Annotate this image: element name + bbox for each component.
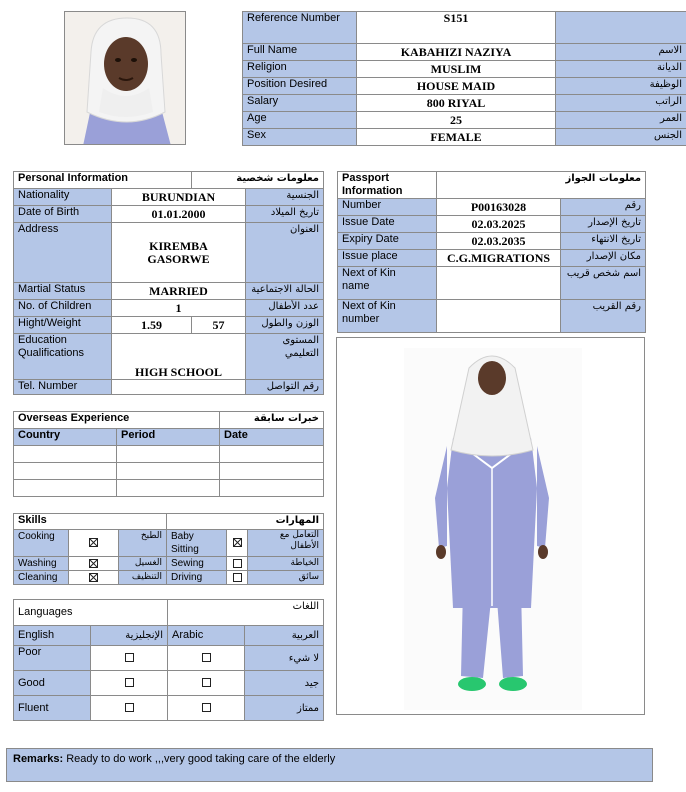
portrait-photo — [64, 11, 186, 145]
salary-label: Salary — [243, 95, 357, 112]
age-ar: العمر — [556, 112, 686, 129]
kin-number-ar: رقم القريب — [561, 300, 646, 333]
level-poor-label: Poor — [14, 646, 91, 671]
skill-cleaning-checkbox[interactable] — [69, 571, 119, 585]
passport-number-label: Number — [338, 199, 437, 216]
passport-number-value: P00163028 — [437, 199, 561, 216]
overseas-title-ar: خبرات سابقة — [220, 412, 324, 429]
sex-value: FEMALE — [357, 129, 556, 146]
height-weight-label: Hight/Weight — [14, 317, 112, 334]
remarks-text: Ready to do work ,,,very good taking care of the elderly — [63, 753, 336, 765]
overseas-row — [14, 446, 324, 463]
full-body-photo — [336, 337, 645, 715]
skill-babysitting-label: Baby Sitting — [167, 530, 227, 557]
nationality-ar: الجنسية — [246, 189, 324, 206]
arabic-good-checkbox[interactable] — [168, 671, 245, 696]
weight-value: 57 — [192, 317, 246, 334]
level-fluent-label: Fluent — [14, 696, 91, 721]
english-good-checkbox[interactable] — [91, 671, 168, 696]
skill-sewing-checkbox[interactable] — [227, 557, 248, 571]
checked-box-icon — [89, 538, 98, 547]
address-label: Address — [14, 223, 112, 283]
education-label-line-1: Education — [18, 334, 67, 346]
skills-table — [13, 513, 324, 585]
religion-label: Religion — [243, 61, 357, 78]
expiry-date-ar: تاريخ الانتهاء — [561, 233, 646, 250]
empty-box-icon — [202, 678, 211, 687]
education-ar: المستوى التعليمي — [246, 334, 324, 380]
kin-number-label-line-2: number — [342, 313, 380, 325]
children-value: 1 — [112, 300, 246, 317]
overseas-col-country: Country — [14, 429, 117, 446]
sex-label: Sex — [243, 129, 357, 146]
kin-name-label-line-2: name — [342, 280, 370, 292]
language-english-ar: الإنجليزية — [91, 626, 168, 646]
personal-info-table — [13, 171, 324, 395]
checked-box-icon — [89, 559, 98, 568]
children-label: No. of Children — [14, 300, 112, 317]
passport-number-ar: رقم — [561, 199, 646, 216]
issue-date-ar: تاريخ الإصدار — [561, 216, 646, 233]
tel-value — [112, 380, 246, 395]
dob-value: 01.01.2000 — [112, 206, 246, 223]
level-good-label: Good — [14, 671, 91, 696]
personal-info-title: Personal Information — [14, 172, 192, 189]
overseas-experience-table — [13, 411, 324, 497]
salary-value: 800 RIYAL — [357, 95, 556, 112]
personal-info-title-ar: معلومات شخصية — [192, 172, 324, 189]
reference-number-label: Reference Number — [243, 12, 357, 44]
skill-washing-ar: الغسيل — [119, 557, 167, 571]
remarks-box — [6, 748, 653, 782]
address-line-1: KIREMBA — [149, 238, 208, 253]
full-name-ar: الاسم — [556, 44, 686, 61]
expiry-date-label: Expiry Date — [338, 233, 437, 250]
header-table — [242, 11, 686, 146]
address-value — [112, 223, 246, 283]
overseas-title: Overseas Experience — [14, 412, 220, 429]
religion-value: MUSLIM — [357, 61, 556, 78]
religion-ar: الديانة — [556, 61, 686, 78]
position-ar: الوظيفة — [556, 78, 686, 95]
skill-sewing-label: Sewing — [167, 557, 227, 571]
overseas-col-date: Date — [220, 429, 324, 446]
skill-cooking-ar: الطبخ — [119, 530, 167, 557]
skill-babysitting-checkbox[interactable] — [227, 530, 248, 557]
sex-ar: الجنس — [556, 129, 686, 146]
marital-label: Martial Status — [14, 283, 112, 300]
empty-box-icon — [233, 573, 242, 582]
empty-box-icon — [125, 703, 134, 712]
skill-cooking-checkbox[interactable] — [69, 530, 119, 557]
empty-box-icon — [125, 678, 134, 687]
full-name-value: KABAHIZI NAZIYA — [357, 44, 556, 61]
passport-info-title: Passport Information — [338, 172, 437, 199]
remarks-label: Remarks: — [13, 753, 64, 765]
dob-ar: تاريخ الميلاد — [246, 206, 324, 223]
level-good-ar: جيد — [245, 671, 324, 696]
skill-washing-label: Washing — [14, 557, 69, 571]
arabic-fluent-checkbox[interactable] — [168, 696, 245, 721]
education-label-line-2: Qualifications — [18, 347, 85, 359]
overseas-col-period: Period — [117, 429, 220, 446]
marital-value: MARRIED — [112, 283, 246, 300]
skill-driving-checkbox[interactable] — [227, 571, 248, 585]
arabic-poor-checkbox[interactable] — [168, 646, 245, 671]
kin-number-value — [437, 300, 561, 333]
education-value: HIGH SCHOOL — [112, 334, 246, 380]
issue-date-label: Issue Date — [338, 216, 437, 233]
languages-table — [13, 599, 324, 721]
checked-box-icon — [233, 538, 242, 547]
full-name-label: Full Name — [243, 44, 357, 61]
skill-cooking-label: Cooking — [14, 530, 69, 557]
languages-title-ar: اللغات — [168, 600, 324, 626]
skills-title-ar: المهارات — [167, 514, 324, 530]
address-ar: العنوان — [246, 223, 324, 283]
empty-box-icon — [125, 653, 134, 662]
empty-box-icon — [202, 703, 211, 712]
education-label — [14, 334, 112, 380]
marital-ar: الحالة الاجتماعية — [246, 283, 324, 300]
language-arabic-label: Arabic — [168, 626, 245, 646]
skill-cleaning-ar: التنظيف — [119, 571, 167, 585]
language-arabic-ar: العربية — [245, 626, 324, 646]
languages-title: Languages — [14, 600, 168, 626]
language-english-label: English — [14, 626, 91, 646]
kin-number-label — [338, 300, 437, 333]
issue-place-value: C.G.MIGRATIONS — [437, 250, 561, 267]
skill-sewing-ar: الخياطة — [248, 557, 324, 571]
tel-label: Tel. Number — [14, 380, 112, 395]
overseas-row — [14, 463, 324, 480]
reference-number-value: S151 — [357, 12, 556, 44]
skill-driving-ar: سائق — [248, 571, 324, 585]
issue-date-value: 02.03.2025 — [437, 216, 561, 233]
nationality-label: Nationality — [14, 189, 112, 206]
kin-name-ar: اسم شخص قريب — [561, 267, 646, 300]
expiry-date-value: 02.03.2035 — [437, 233, 561, 250]
kin-number-label-line-1: Next of Kin — [342, 300, 396, 312]
issue-place-ar: مكان الإصدار — [561, 250, 646, 267]
reference-number-ar — [556, 12, 686, 44]
height-weight-ar: الوزن والطول — [246, 317, 324, 334]
skill-washing-checkbox[interactable] — [69, 557, 119, 571]
kin-name-label-line-1: Next of Kin — [342, 267, 396, 279]
level-poor-ar: لا شيء — [245, 646, 324, 671]
checked-box-icon — [89, 573, 98, 582]
tel-ar: رقم التواصل — [246, 380, 324, 395]
empty-box-icon — [202, 653, 211, 662]
skill-cleaning-label: Cleaning — [14, 571, 69, 585]
english-poor-checkbox[interactable] — [91, 646, 168, 671]
portrait-figure — [65, 12, 186, 145]
nationality-value: BURUNDIAN — [112, 189, 246, 206]
children-ar: عدد الأطفال — [246, 300, 324, 317]
empty-box-icon — [233, 559, 242, 568]
salary-ar: الراتب — [556, 95, 686, 112]
age-value: 25 — [357, 112, 556, 129]
position-value: HOUSE MAID — [357, 78, 556, 95]
dob-label: Date of Birth — [14, 206, 112, 223]
english-fluent-checkbox[interactable] — [91, 696, 168, 721]
skills-title: Skills — [14, 514, 167, 530]
skill-babysitting-ar: التعامل مع الأطفال — [248, 530, 324, 557]
passport-info-title-ar: معلومات الجواز — [437, 172, 646, 199]
height-value: 1.59 — [112, 317, 192, 334]
full-body-figure — [337, 338, 645, 715]
passport-info-table — [337, 171, 646, 333]
age-label: Age — [243, 112, 357, 129]
address-line-2: GASORWE — [147, 251, 210, 266]
level-fluent-ar: ممتاز — [245, 696, 324, 721]
kin-name-label — [338, 267, 437, 300]
position-label: Position Desired — [243, 78, 357, 95]
issue-place-label: Issue place — [338, 250, 437, 267]
skill-driving-label: Driving — [167, 571, 227, 585]
kin-name-value — [437, 267, 561, 300]
overseas-row — [14, 480, 324, 497]
